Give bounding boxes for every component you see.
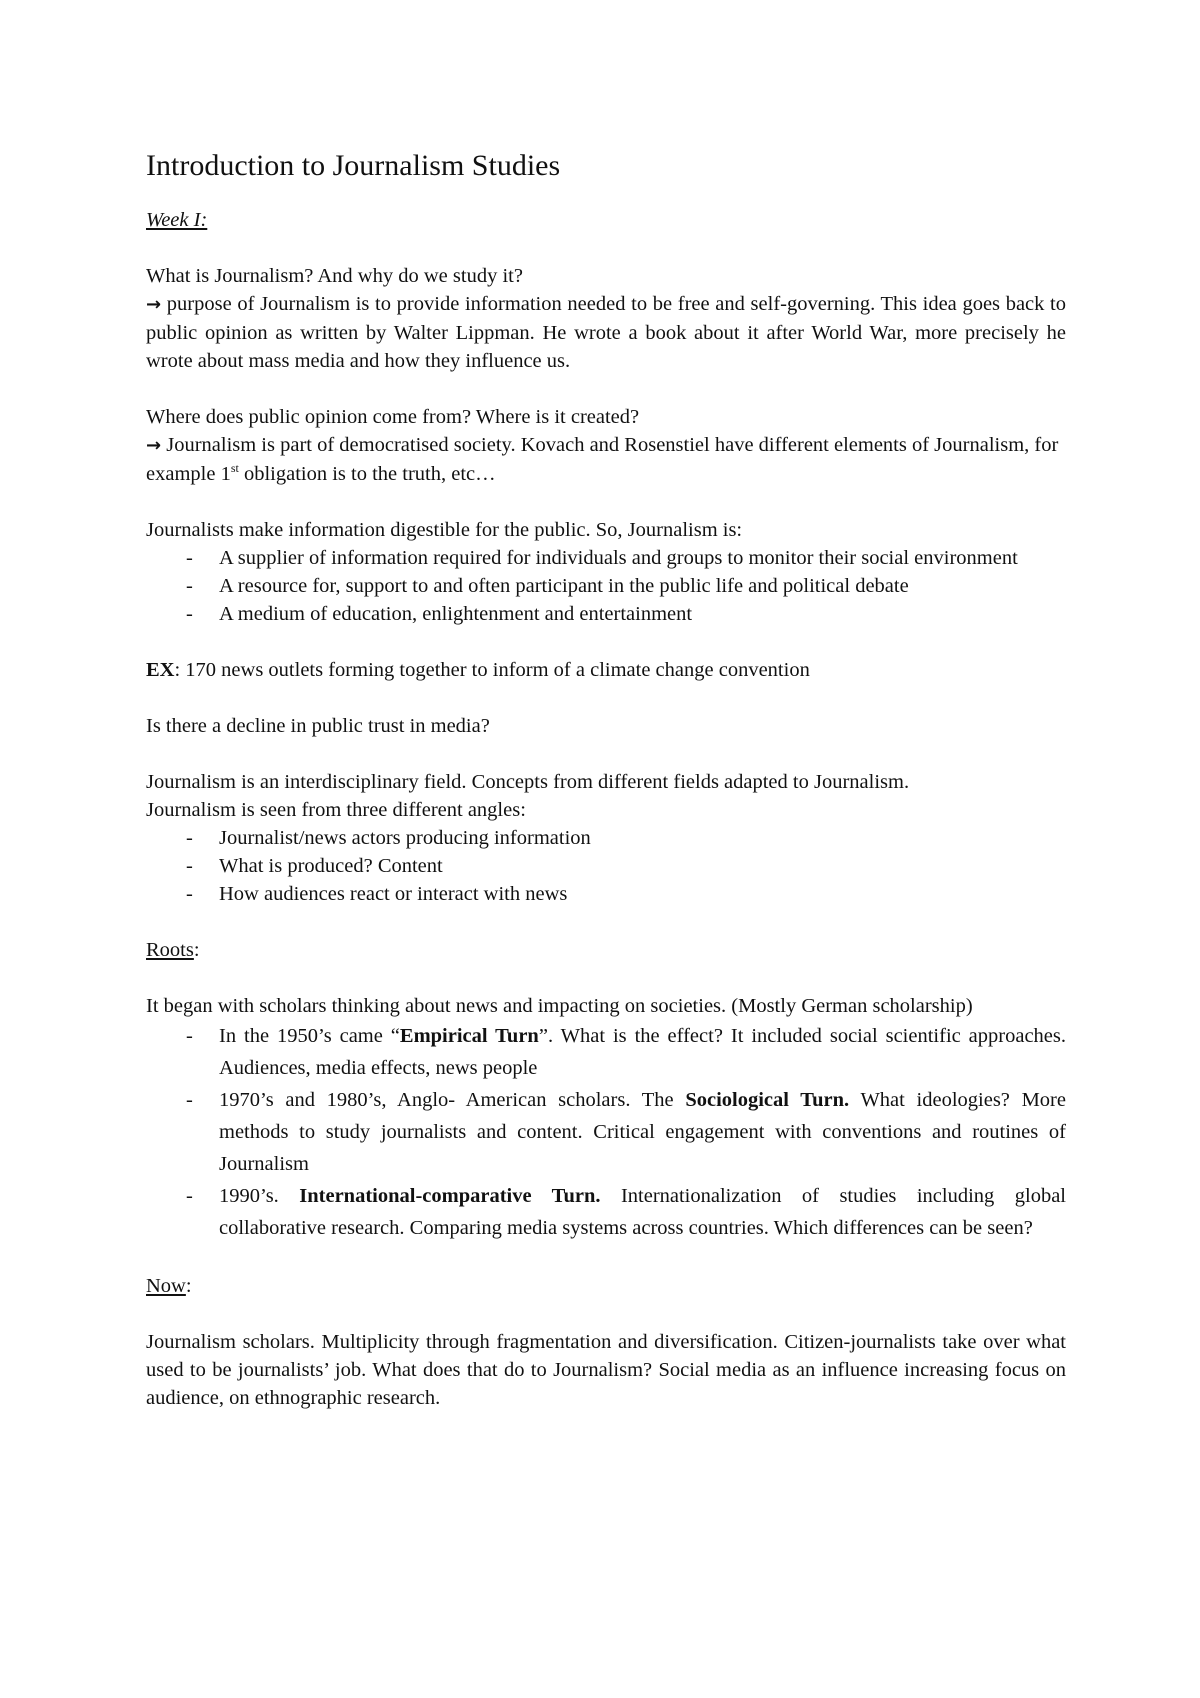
roots-item3-pre: 1990’s. bbox=[219, 1185, 300, 1207]
arrow-right-icon: → bbox=[146, 435, 162, 456]
roots-item2-pre: 1970’s and 1980’s, Anglo- American scholars. The bbox=[219, 1089, 686, 1111]
section2-answer bbox=[146, 431, 1066, 488]
section2-answer-tail: obligation is to the truth, etc… bbox=[238, 463, 496, 485]
roots-item1-post: ”. What is the effect? It included social scientific approaches. Audiences, media effects, news people bbox=[219, 1025, 1066, 1079]
section3-intro: Journalists make information digestible for the public. So, Journalism is: bbox=[146, 519, 743, 541]
now-heading-text: Now bbox=[146, 1275, 186, 1297]
section4-line1: Journalism is an interdisciplinary field. Concepts from different fields adapted to Journalism. bbox=[146, 771, 910, 793]
roots-item3-post: Internationalization of studies including global collaborative research. Comparing media systems across countries. Which differences can be seen? bbox=[219, 1185, 1066, 1239]
trust-question: Is there a decline in public trust in media? bbox=[146, 715, 490, 737]
example-label: EX bbox=[146, 659, 175, 681]
section2-question: Where does public opinion come from? Where is it created? bbox=[146, 406, 640, 428]
document-title: Introduction to Journalism Studies bbox=[146, 149, 561, 182]
list-item bbox=[146, 1020, 1066, 1084]
roots-colon: : bbox=[193, 939, 200, 961]
section1-answer-text: purpose of Journalism is to provide information needed to be free and self-governing. This idea goes back to public opinion as written by Walter Lippman. He wrote a book about it after World War, more precisely he wrote about mass media and how they influence us. bbox=[146, 293, 1067, 372]
arrow-right-icon: → bbox=[146, 294, 162, 315]
angles-list bbox=[146, 824, 1066, 908]
empirical-turn-label: Empirical Turn bbox=[399, 1025, 539, 1047]
section1-question: What is Journalism? And why do we study it? bbox=[146, 265, 523, 287]
roots-list bbox=[146, 1020, 1066, 1244]
list-item: - A supplier of information required for individuals and groups to monitor their social environment bbox=[146, 544, 1066, 572]
roots-item2-post: What ideologies? More methods to study journalists and content. Critical engagement with conventions and routines of Journalism bbox=[219, 1089, 1066, 1175]
document-page bbox=[146, 146, 1066, 1412]
sociological-turn-label: Sociological Turn. bbox=[685, 1089, 850, 1111]
roots-heading-text: Roots bbox=[146, 939, 194, 961]
list-item bbox=[146, 1084, 1066, 1180]
list-item: - Journalist/news actors producing information bbox=[146, 824, 1066, 852]
section2-answer-text: Journalism is part of democratised society. Kovach and Rosenstiel have different elements of Journalism, for example 1 bbox=[146, 434, 1059, 485]
journalism-definition-list bbox=[146, 544, 1066, 628]
now-colon: : bbox=[185, 1275, 192, 1297]
example-text: : 170 news outlets forming together to inform of a climate change convention bbox=[174, 659, 810, 681]
list-item: - How audiences react or interact with news bbox=[146, 880, 1066, 908]
list-item: - A resource for, support to and often participant in the public life and political debate bbox=[146, 572, 1066, 600]
section4-line2: Journalism is seen from three different angles: bbox=[146, 799, 526, 821]
roots-item1-pre: In the 1950’s came “ bbox=[219, 1025, 400, 1047]
example-line bbox=[146, 656, 1066, 684]
week-label: Week I: bbox=[146, 209, 208, 231]
list-item bbox=[146, 1180, 1066, 1244]
list-item: - A medium of education, enlightenment and entertainment bbox=[146, 600, 1066, 628]
roots-intro: It began with scholars thinking about news and impacting on societies. (Mostly German scholarship) bbox=[146, 995, 973, 1017]
week-heading bbox=[146, 206, 1066, 234]
international-turn-label: International-comparative Turn. bbox=[299, 1185, 601, 1207]
ordinal-superscript: st bbox=[230, 461, 239, 476]
roots-heading bbox=[146, 936, 1066, 964]
section1-answer bbox=[146, 290, 1066, 375]
now-heading bbox=[146, 1272, 1066, 1300]
list-item: - What is produced? Content bbox=[146, 852, 1066, 880]
now-paragraph: Journalism scholars. Multiplicity through fragmentation and diversification. Citizen-journalists take over what used to be journalists’ job. What does that do to Journalism? Social media as an influence increasing focus on audience, on ethnographic research. bbox=[146, 1331, 1066, 1409]
